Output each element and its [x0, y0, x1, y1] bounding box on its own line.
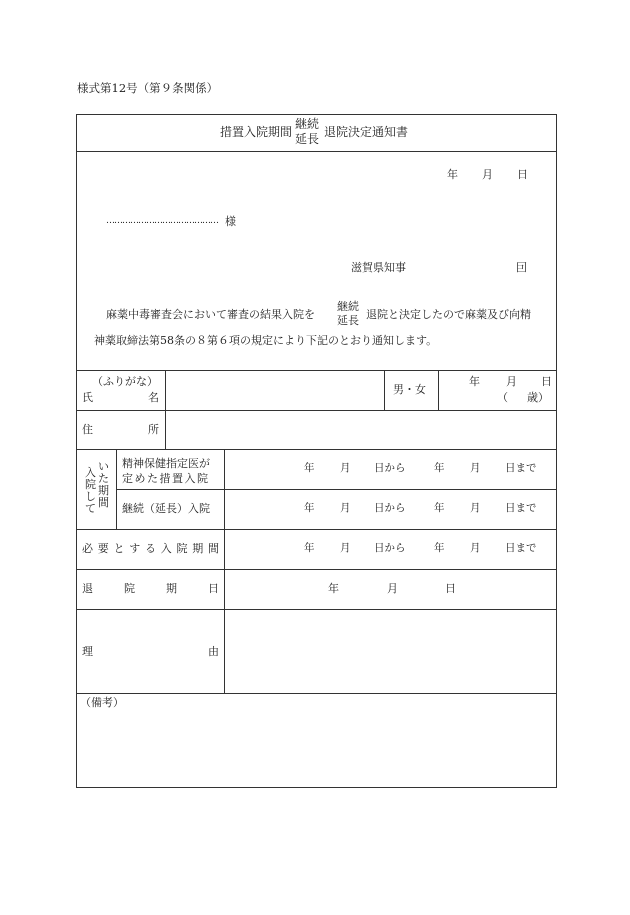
- required-period-label: 必 要 と す る 入 院 期 間: [82, 542, 219, 555]
- designated-label: 精神保健指定医が 定めた措置入院: [122, 457, 210, 485]
- body-option-continue: 継続: [337, 300, 359, 313]
- gender-left-line: [384, 370, 385, 410]
- body-line1-start: 麻薬中毒審査会において審査の結果入院を: [106, 308, 315, 321]
- reason-row-top-line: [76, 609, 557, 610]
- title-option-continue: 継続: [295, 117, 320, 131]
- discharge-year: 年: [328, 582, 339, 595]
- birth-day-label: 日: [541, 375, 552, 388]
- title-option-stack: [295, 117, 319, 147]
- reason-label: 理 由: [82, 645, 219, 658]
- remarks-top-line: [76, 693, 557, 694]
- period-group-label-left: 入 院 し て: [85, 466, 96, 515]
- discharge-month: 月: [387, 582, 398, 595]
- age-open: （: [497, 391, 508, 404]
- birth-month-label: 月: [506, 375, 517, 388]
- name-label: 氏 名: [82, 391, 159, 404]
- body-option-extend: 延長: [337, 313, 359, 327]
- frame-left-line: [76, 114, 77, 787]
- continued-label: 継続（延長）入院: [122, 502, 210, 515]
- age-close: 歳）: [527, 391, 549, 404]
- header-month: 月: [482, 168, 493, 181]
- period-group-label-right: い た 期 間: [98, 460, 109, 509]
- header-year: 年: [447, 168, 458, 181]
- label-column-line: [165, 370, 166, 449]
- body-line1-end: 退院と決定したので麻薬及び向精: [366, 308, 531, 321]
- body-line2: 神薬取締法第58条の８第６項の規定により下記のとおり通知します。: [94, 334, 438, 347]
- title-prefix: 措置入院期間: [220, 125, 293, 139]
- gender-right-line: [438, 370, 439, 410]
- address-label: 住 所: [82, 423, 159, 436]
- discharge-date-label: 退 院 期 日: [82, 582, 219, 595]
- addressee-suffix: 様: [225, 215, 236, 228]
- addressee-dotted-line: ……………………………………: [106, 217, 218, 226]
- period-group-mid-line: [116, 489, 557, 490]
- body-option-stack: [337, 300, 359, 328]
- remarks-label: （備考）: [80, 696, 124, 709]
- title-suffix: 退院決定通知書: [324, 125, 409, 139]
- period-group-inner-line: [116, 449, 117, 529]
- period-group-top-line: [76, 449, 557, 450]
- frame-top-line: [76, 114, 557, 115]
- discharge-day: 日: [445, 582, 456, 595]
- address-row-top-line: [76, 410, 557, 411]
- title-divider-line: [76, 151, 557, 152]
- form-number: 様式第12号（第９条関係）: [77, 81, 219, 95]
- title-option-extend: 延長: [295, 132, 320, 146]
- header-day: 日: [517, 168, 528, 181]
- frame-bottom-line: [76, 787, 557, 788]
- furigana-label: （ふりがな）: [92, 375, 158, 388]
- frame-right-line: [556, 114, 557, 787]
- sender: 滋賀県知事: [351, 261, 406, 274]
- birth-year-label: 年: [469, 375, 480, 388]
- gender-label: 男・女: [393, 383, 426, 396]
- name-row-top-line: [76, 370, 557, 371]
- required-row-top-line: [76, 529, 557, 530]
- seal-mark: 囙: [516, 261, 527, 274]
- discharge-row-top-line: [76, 569, 557, 570]
- value-column-line: [224, 449, 225, 693]
